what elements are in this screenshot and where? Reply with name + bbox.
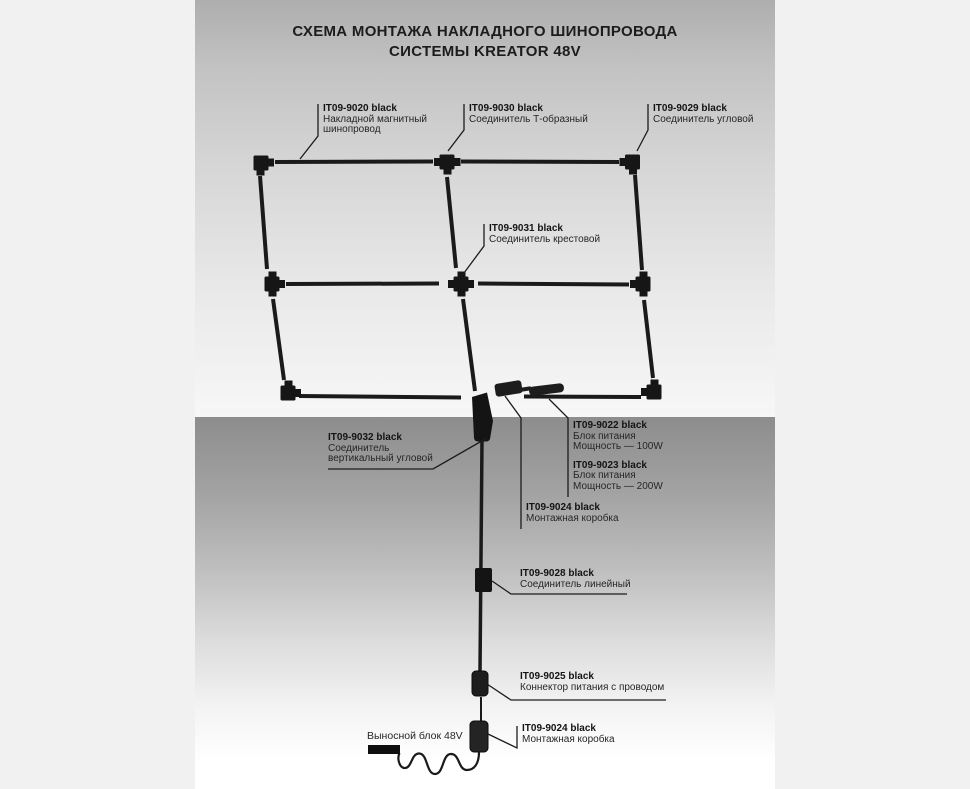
label-remote-unit xyxy=(367,731,463,742)
power-supplies xyxy=(494,380,564,397)
label-cross-9031 xyxy=(489,224,600,245)
label-psu-9023 xyxy=(573,461,663,493)
part-code: IT09-9031 black xyxy=(489,223,563,234)
wall-track-segment xyxy=(480,440,482,671)
part-desc: Мощность — 100W xyxy=(573,441,663,452)
mounting-box xyxy=(470,721,488,752)
corner-connector-top-left xyxy=(254,156,275,176)
part-desc: Мощность — 200W xyxy=(573,480,663,492)
title-line-2: СИСТЕМЫ KREATOR 48V xyxy=(389,43,581,60)
part-code: IT09-9023 black xyxy=(573,459,647,471)
part-code: IT09-9020 black xyxy=(323,103,397,114)
part-code: IT09-9022 black xyxy=(573,420,647,431)
track-segment-left-lower xyxy=(273,299,284,380)
remote-48v-unit xyxy=(368,745,400,754)
part-desc: Соединитель крестовой xyxy=(489,233,601,245)
corner-connector-bottom-left xyxy=(281,381,302,401)
part-desc: шинопровод xyxy=(323,124,381,135)
part-code: IT09-9030 black xyxy=(469,103,543,114)
leader-9024-mid xyxy=(505,396,521,529)
track-segment-top-right xyxy=(461,162,619,163)
connectors xyxy=(254,155,662,401)
label-tee-9030 xyxy=(469,104,588,125)
track-segment-left-upper xyxy=(260,176,267,269)
part-desc: Блок питания xyxy=(573,430,636,442)
part-desc: Соединитель xyxy=(328,442,390,454)
power-feed-connector xyxy=(472,671,488,696)
part-desc: Монтажная коробка xyxy=(526,512,619,524)
track-segment-right-lower xyxy=(644,300,653,378)
label-box-9024-mid xyxy=(526,503,619,524)
linear-connector xyxy=(475,568,492,592)
part-code: IT09-9028 black xyxy=(520,568,594,579)
power-supply-100w xyxy=(494,380,523,397)
part-desc: Соединитель линейный xyxy=(520,578,631,590)
page-title xyxy=(195,22,775,62)
part-code: IT09-9032 black xyxy=(328,432,402,443)
label-psu-block xyxy=(573,421,663,492)
part-code: IT09-9025 black xyxy=(520,671,594,682)
leader-9030 xyxy=(448,104,464,151)
tee-connector-mid-right xyxy=(630,272,651,297)
label-track-9020 xyxy=(323,104,427,136)
label-box-9024-bottom xyxy=(522,724,615,745)
leader-9024-bottom xyxy=(488,726,517,748)
part-desc: Коннектор питания с проводом xyxy=(520,681,665,693)
part-desc: вертикальный угловой xyxy=(328,453,433,464)
label-vertical-9032 xyxy=(328,433,433,465)
part-code: IT09-9024 black xyxy=(526,502,600,513)
vertical-corner-connector xyxy=(472,393,493,442)
corner-connector-top-right xyxy=(620,155,641,175)
label-linear-9028 xyxy=(520,569,631,590)
tee-connector-mid-left xyxy=(265,272,286,297)
power-supply-200w xyxy=(529,383,565,396)
track-segment-mid-left xyxy=(286,284,439,285)
track-segment-center-upper xyxy=(447,177,456,268)
track-segment-center-lower xyxy=(463,299,475,391)
leader-9031 xyxy=(464,224,484,273)
track-segment-mid-right xyxy=(478,284,629,285)
corner-connector-bottom-right xyxy=(641,380,662,400)
part-code: IT09-9024 black xyxy=(522,723,596,734)
title-line-1: СХЕМА МОНТАЖА НАКЛАДНОГО ШИНОПРОВОДА xyxy=(292,23,678,40)
leader-9029 xyxy=(637,104,648,151)
part-desc: Накладной магнитный xyxy=(323,113,428,125)
part-desc: Соединитель Т-образный xyxy=(469,113,588,125)
tee-connector-top-middle xyxy=(434,155,461,175)
track-segment-bottom-left xyxy=(299,396,461,398)
track-segment-right-upper xyxy=(635,175,642,270)
cross-connector-center xyxy=(448,272,474,297)
part-desc: Выносной блок 48V xyxy=(367,730,463,742)
part-code: IT09-9029 black xyxy=(653,103,727,114)
leader-9020 xyxy=(300,104,318,159)
power-cord xyxy=(398,752,479,774)
part-desc: Монтажная коробка xyxy=(522,733,615,745)
leader-9022-9023 xyxy=(549,399,568,497)
part-desc: Блок питания xyxy=(573,470,636,481)
track-segment-bottom-right xyxy=(524,397,641,398)
label-psu-9022 xyxy=(573,421,663,453)
part-desc: Соединитель угловой xyxy=(653,113,754,125)
label-connector-9025 xyxy=(520,672,664,693)
label-corner-9029 xyxy=(653,104,753,125)
track-segment-top-left xyxy=(275,162,433,163)
